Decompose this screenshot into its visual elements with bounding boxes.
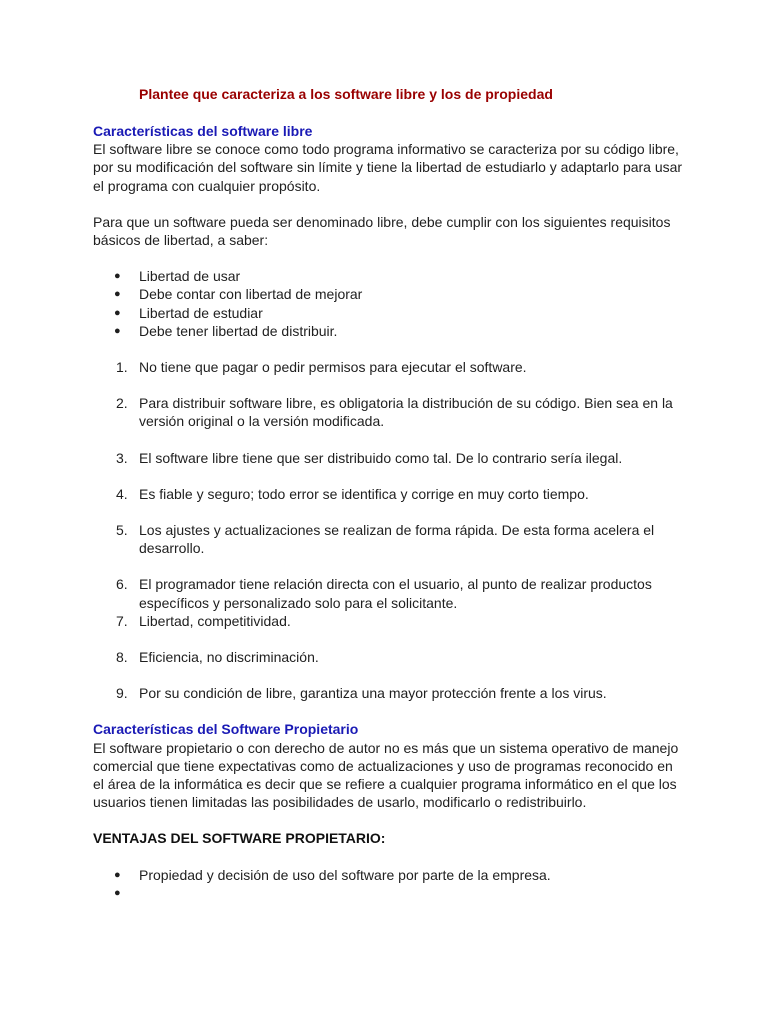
list-item: ● Propiedad y decisión de uso del software por parte de la empresa. [114, 866, 551, 883]
bullet-icon: ● [114, 886, 121, 899]
list-item: 9. Por su condición de libre, garantiza una mayor protección frente a los virus. [116, 685, 607, 702]
advantages-heading: VENTAJAS DEL SOFTWARE PROPIETARIO: [93, 830, 386, 847]
document-body [93, 122, 683, 899]
list-item: 4. Es fiable y seguro; todo error se identifica y corrige en muy corto tiempo. [116, 485, 589, 502]
advantages-bullet-list [93, 866, 683, 899]
list-item: 5. Los ajustes y actualizaciones se realizan de forma rápida. De esta forma acelera el desarrollo. [116, 522, 655, 557]
bullet-icon: ● [114, 288, 121, 301]
freedom-bullet-list [93, 267, 683, 340]
proprietary-software-heading: Características del Software Propietario [93, 721, 359, 738]
free-software-heading: Características del software libre [93, 123, 313, 139]
list-item: 8. Eficiencia, no discriminación. [116, 649, 319, 666]
list-item: 1. No tiene que pagar o pedir permisos para ejecutar el software. [116, 359, 527, 376]
list-item: 2. Para distribuir software libre, es obligatoria la distribución de su código. Bien sea en la versión original o la versión modificada. [116, 395, 673, 430]
bullet-icon: ● [114, 324, 121, 337]
list-item: ● Debe contar con libertad de mejorar [114, 286, 363, 303]
bullet-icon: ● [114, 868, 121, 881]
requirements-paragraph: Para que un software pueda ser denominado libre, debe cumplir con los siguientes requisitos básicos de libertad, a saber: [93, 213, 671, 249]
list-item: ● Libertad de estudiar [114, 304, 263, 321]
bullet-icon: ● [114, 306, 121, 319]
list-item: 7. Libertad, competitividad. [116, 612, 291, 629]
list-item: ● Debe tener libertad de distribuir. [114, 322, 338, 339]
document-title: Plantee que caracteriza a los software libre y los de propiedad [139, 86, 553, 102]
list-item: 3. El software libre tiene que ser distribuido como tal. De lo contrario sería ilegal. [116, 449, 623, 466]
characteristics-numbered-list [93, 358, 683, 702]
list-item: 6. El programador tiene relación directa con el usuario, al punto de realizar productos específicos y personalizado solo para el solicitante. [116, 576, 652, 611]
proprietary-software-intro: El software propietario o con derecho de autor no es más que un sistema operativo de manejo comercial que tiene expectativas como de actualizaciones y uso de programas reconocido en el área de la informática es decir que se refiere a cualquier programa informático en el que los usuarios tienen limitadas las posibilidades de usarlo, modificarlo o redistribuirlo. [93, 739, 679, 811]
bullet-icon: ● [114, 270, 121, 283]
free-software-intro: El software libre se conoce como todo programa informativo se caracteriza por su código libre, por su modificación del software sin límite y tiene la libertad de estudiarlo y adaptarlo para usar el programa con cualquier propósito. [93, 141, 683, 194]
list-item: ● Libertad de usar [114, 268, 241, 285]
